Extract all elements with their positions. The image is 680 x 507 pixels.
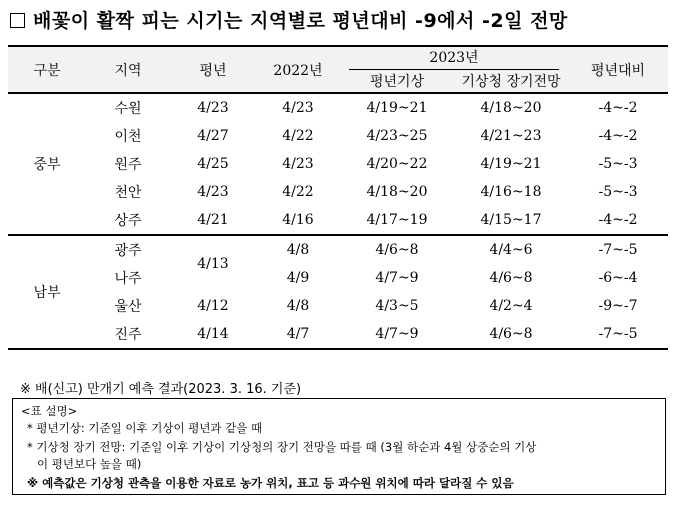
region-cell: 나주: [114, 271, 142, 287]
normal-cell-merged: 4/13: [197, 256, 229, 272]
table-row: [8, 264, 668, 292]
page-title: [10, 6, 568, 33]
y2023-normal-cell: 4/20~22: [366, 156, 428, 172]
y2023-normal-cell: 4/3~5: [375, 298, 419, 314]
header-region: 지역: [86, 46, 170, 93]
region-cell: 원주: [114, 157, 142, 173]
table-row: [8, 320, 668, 349]
group-label-central: 중부: [8, 93, 86, 235]
y2023-normal-cell: 4/6~8: [375, 242, 419, 258]
header-2023-normal: 평년기상: [340, 70, 454, 93]
y2023-normal-cell: 4/23~25: [366, 128, 428, 144]
region-cell: 천안: [114, 185, 142, 201]
y2023-normal-cell: 4/19~21: [366, 100, 428, 116]
table-row: [8, 93, 668, 122]
diff-cell: -6~-4: [598, 270, 638, 286]
forecast-basis-note: ※ 배(신고) 만개기 예측 결과(2023. 3. 16. 기준): [20, 382, 302, 397]
y2022-cell: 4/8: [286, 298, 310, 314]
description-line-4: ※ 예측값은 기상청 관측을 이용한 자료로 농가 위치, 표고 등 과수원 위치에 따라 달라질 수 있음: [27, 476, 514, 490]
table-row: [8, 150, 668, 178]
y2022-cell: 4/23: [282, 100, 314, 116]
y2023-kma-cell: 4/15~17: [454, 206, 568, 235]
y2022-cell: 4/9: [286, 270, 310, 286]
header-2023-kma: 기상청 장기전망: [454, 70, 568, 93]
table-row: [8, 206, 668, 235]
table-row: [8, 122, 668, 150]
table-row: [8, 178, 668, 206]
y2023-kma-cell: 4/21~23: [480, 128, 542, 144]
y2022-cell: 4/23: [282, 156, 314, 172]
description-line-3: 이 평년보다 높을 때): [37, 457, 142, 471]
y2023-normal-cell: 4/7~9: [375, 270, 419, 286]
y2023-normal-cell: 4/17~19: [340, 206, 454, 235]
table-row: [8, 292, 668, 320]
diff-cell: -9~-7: [598, 298, 638, 314]
y2023-kma-cell: 4/6~8: [489, 270, 533, 286]
y2022-cell: 4/16: [256, 206, 340, 235]
bloom-forecast-table: [8, 45, 668, 350]
checkbox-square-icon: [10, 13, 25, 28]
region-cell: 울산: [114, 299, 142, 315]
title-text: 배꽃이 활짝 피는 시기는 지역별로 평년대비 -9에서 -2일 전망: [33, 10, 568, 32]
header-2023: 2023년: [340, 46, 568, 70]
diff-cell: -4~-2: [598, 128, 638, 144]
y2022-cell: 4/7: [256, 320, 340, 349]
header-2022: 2022년: [256, 46, 340, 93]
y2023-kma-cell: 4/16~18: [480, 184, 542, 200]
diff-cell: -5~-3: [598, 156, 638, 172]
diff-cell: -5~-3: [598, 184, 638, 200]
region-cell: 수원: [114, 101, 142, 117]
normal-cell: 4/23: [197, 184, 229, 200]
y2022-cell: 4/22: [282, 184, 314, 200]
diff-cell: -7~-5: [598, 242, 638, 258]
description-heading: <표 설명>: [21, 404, 78, 418]
y2023-kma-cell: 4/2~4: [489, 298, 533, 314]
normal-cell: 4/25: [197, 156, 229, 172]
region-cell: 광주: [114, 243, 142, 259]
diff-cell: -4~-2: [598, 100, 638, 116]
region-cell: 상주: [86, 206, 170, 235]
diff-cell: -7~-5: [568, 320, 668, 349]
diff-cell: -4~-2: [568, 206, 668, 235]
y2023-normal-cell: 4/18~20: [366, 184, 428, 200]
description-line-1: * 평년기상: 기준일 이후 기상이 평년과 같을 때: [27, 421, 263, 435]
y2022-cell: 4/22: [282, 128, 314, 144]
normal-cell: 4/27: [197, 128, 229, 144]
y2023-kma-cell: 4/4~6: [489, 242, 533, 258]
header-group: 구분: [8, 46, 86, 93]
header-normal: 평년: [170, 46, 256, 93]
region-cell: 이천: [114, 129, 142, 145]
description-line-2: * 기상청 장기 전망: 기준일 이후 기상이 기상청의 장기 전망을 따를 때 (3월 하순과 4월 상중순의 기상: [27, 440, 537, 454]
table-description-box: [12, 398, 666, 495]
y2022-cell: 4/8: [286, 242, 310, 258]
table-row: [8, 235, 668, 264]
y2023-kma-cell: 4/19~21: [480, 156, 542, 172]
group-label-south: 남부: [8, 235, 86, 349]
y2023-normal-cell: 4/7~9: [340, 320, 454, 349]
normal-cell: 4/12: [197, 298, 229, 314]
header-diff: 평년대비: [568, 46, 668, 93]
y2023-kma-cell: 4/18~20: [480, 100, 542, 116]
region-cell: 진주: [86, 320, 170, 349]
normal-cell: 4/23: [197, 100, 229, 116]
y2023-kma-cell: 4/6~8: [454, 320, 568, 349]
normal-cell: 4/21: [170, 206, 256, 235]
normal-cell: 4/14: [170, 320, 256, 349]
